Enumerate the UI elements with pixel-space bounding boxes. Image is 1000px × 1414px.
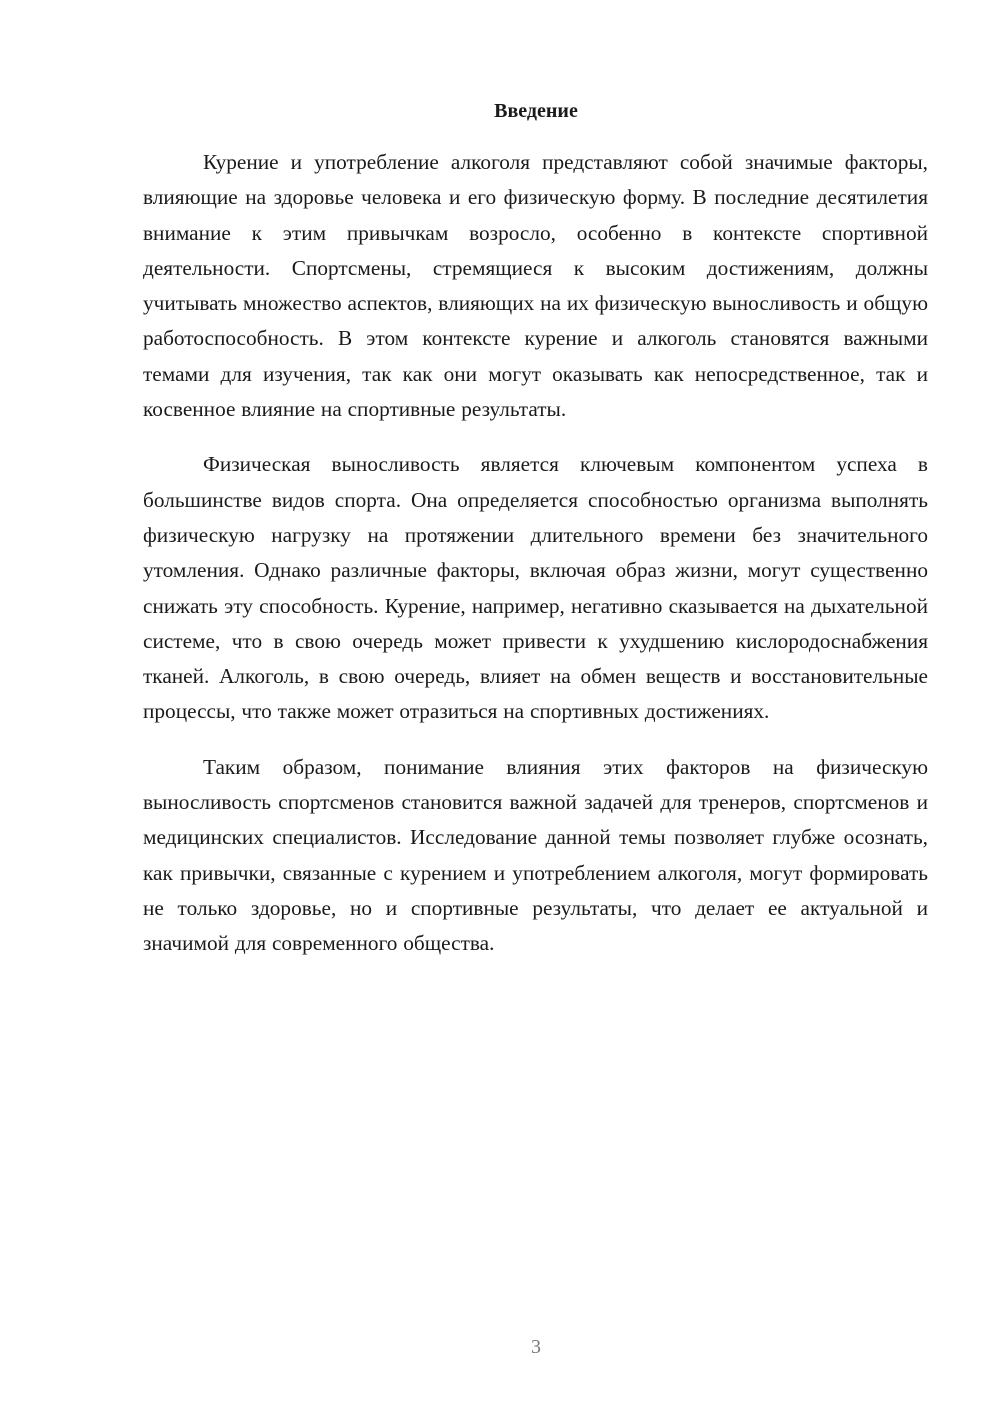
paragraph-1: Курение и употребление алкоголя представляют собой значимые факторы, влияющие на здоровье человека и его физическую форму. В последние десятилетия внимание к этим привычкам возросло, особенно в контексте спортивной деятельности. Спортсмены, стремящиеся к высоким достижениям, должны учитывать множество аспектов, влияющих на их физическую выносливость и общую работоспособность. В этом контексте курение и алкоголь становятся важными темами для изучения, так как они могут оказывать как непосредственное, так и косвенное влияние на спортивные результаты. [143, 150, 928, 422]
paragraph-3: Таким образом, понимание влияния этих факторов на физическую выносливость спортсменов становится важной задачей для тренеров, спортсменов и медицинских специалистов. Исследование данной темы позволяет глубже осознать, как привычки, связанные с курением и употреблением алкоголя, могут формировать не только здоровье, но и спортивные результаты, что делает ее актуальной и значимой для современного общества. [143, 754, 928, 956]
page-number: 3 [531, 1336, 541, 1358]
section-body [143, 145, 928, 982]
section-title: Введение [494, 100, 578, 122]
paragraph-2: Физическая выносливость является ключевым компонентом успеха в большинстве видов спорта. Она определяется способностью организма выполнять физическую нагрузку на протяжении длительного времени без значительного утомления. Однако различные факторы, включая образ жизни, могут существенно снижать эту способность. Курение, например, негативно сказывается на дыхательной системе, что в свою очередь может привести к ухудшению кислородоснабжения тканей. Алкоголь, в свою очередь, влияет на обмен веществ и восстановительные процессы, что также может отразиться на спортивных достижениях. [143, 452, 928, 724]
